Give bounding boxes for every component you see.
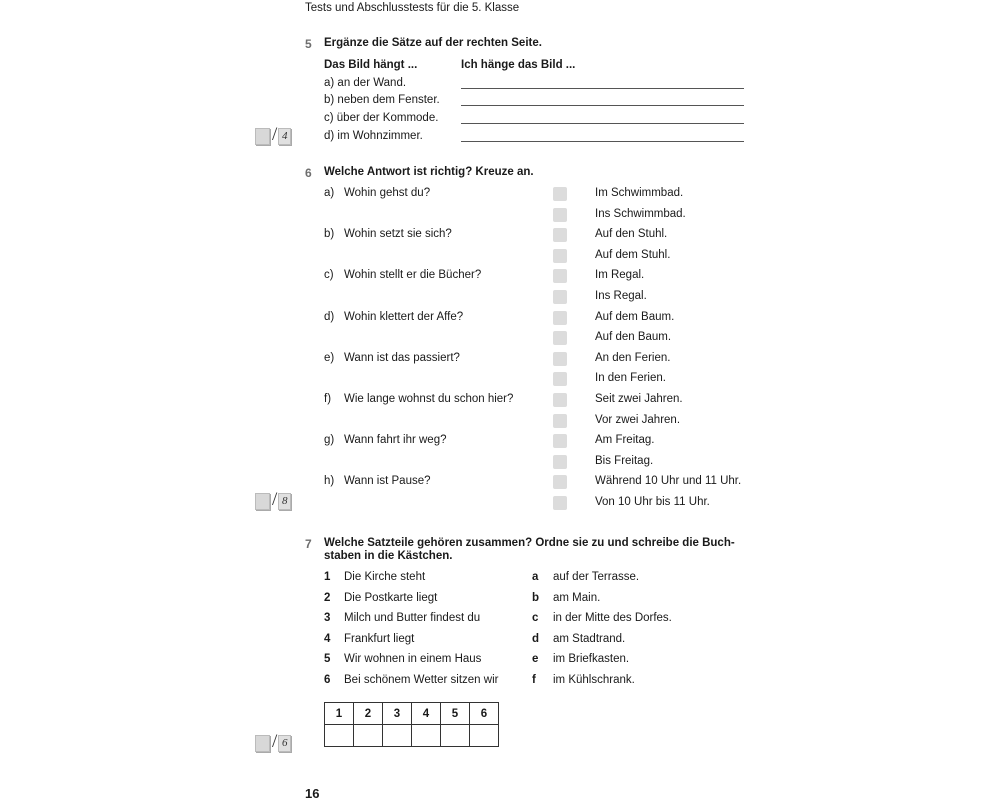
grid-answer-cell[interactable] (383, 725, 412, 747)
answer-option: Im Regal. (595, 269, 645, 282)
match-left-text: Die Postkarte liegt (344, 591, 438, 604)
answer-option: Von 10 Uhr bis 11 Uhr. (595, 496, 710, 508)
score-input-ex5[interactable] (255, 128, 270, 145)
exercise-7-title-line2: staben in die Kästchen. (324, 550, 453, 562)
exercise-5-item-a: a) an der Wand. (324, 77, 407, 89)
answer-option: Bis Freitag. (595, 454, 654, 467)
match-left-text: Wir wohnen in einem Haus (344, 653, 482, 666)
answer-option: Am Freitag. (595, 434, 655, 447)
question-letter: b) (324, 228, 335, 241)
answer-checkbox[interactable] (553, 331, 567, 345)
answer-option: Auf den Stuhl. (595, 228, 668, 241)
score-input-ex7[interactable] (255, 735, 270, 752)
answer-line-d[interactable] (461, 141, 744, 142)
answer-line-b[interactable] (461, 105, 744, 106)
match-right-text: am Stadtrand. (553, 632, 626, 645)
answer-option: Vor zwei Jahren. (595, 413, 681, 426)
question-text: Wann fahrt ihr weg? (344, 434, 447, 447)
answer-line-c[interactable] (461, 123, 744, 124)
exercise-5-title: Ergänze die Sätze auf der rechten Seite. (324, 37, 542, 49)
match-right-text: in der Mitte des Dorfes. (553, 612, 672, 625)
question-text: Wohin gehst du? (344, 187, 431, 199)
grid-answer-cell[interactable] (354, 725, 383, 747)
match-letter: c (532, 612, 539, 625)
exercise-6-number: 6 (305, 166, 312, 180)
exercise-5-item-c: c) über der Kommode. (324, 112, 439, 124)
exercise-5-item-b: b) neben dem Fenster. (324, 94, 440, 106)
match-right-text: im Briefkasten. (553, 653, 630, 666)
match-number: 6 (324, 674, 331, 686)
answer-checkbox[interactable] (553, 208, 567, 222)
question-letter: a) (324, 187, 335, 199)
score-input-ex6[interactable] (255, 493, 270, 510)
answer-option: In den Ferien. (595, 372, 666, 385)
answer-checkbox[interactable] (553, 496, 567, 510)
question-text: Wohin stellt er die Bücher? (344, 269, 482, 282)
exercise-5-col-left: Das Bild hängt ... (324, 59, 418, 71)
match-number: 3 (324, 612, 331, 625)
question-text: Wohin setzt sie sich? (344, 228, 452, 241)
score-box-ex7 (255, 730, 291, 752)
answer-grid (324, 702, 499, 747)
match-letter: a (532, 571, 539, 583)
answer-option: Auf dem Baum. (595, 310, 675, 323)
grid-answer-cell[interactable] (412, 725, 441, 747)
match-number: 4 (324, 632, 331, 645)
match-number: 2 (324, 591, 331, 604)
match-left-text: Frankfurt liegt (344, 632, 415, 645)
score-slash: / (272, 731, 278, 752)
question-letter: h) (324, 475, 335, 488)
question-letter: c) (324, 269, 334, 282)
match-left-text: Milch und Butter findest du (344, 612, 481, 625)
match-letter: d (532, 632, 540, 645)
match-left-text: Die Kirche steht (344, 571, 426, 583)
grid-header: 6 (470, 703, 499, 725)
answer-option: Im Schwimmbad. (595, 187, 684, 199)
question-text: Wann ist Pause? (344, 475, 431, 488)
score-slash: / (272, 124, 278, 145)
answer-checkbox[interactable] (553, 228, 567, 242)
grid-header: 3 (383, 703, 412, 725)
answer-checkbox[interactable] (553, 455, 567, 469)
question-letter: d) (324, 310, 335, 323)
answer-checkbox[interactable] (553, 475, 567, 489)
score-total-ex6: 8 (278, 493, 291, 510)
match-number: 5 (324, 653, 331, 666)
exercise-5-number: 5 (305, 37, 312, 51)
answer-option: Ins Regal. (595, 290, 647, 302)
answer-checkbox[interactable] (553, 372, 567, 386)
score-total-ex7: 6 (278, 735, 291, 752)
answer-option: Ins Schwimmbad. (595, 207, 686, 220)
question-letter: f) (324, 393, 332, 405)
grid-header: 1 (325, 703, 354, 725)
question-letter: g) (324, 434, 335, 447)
grid-answer-cell[interactable] (325, 725, 354, 747)
answer-checkbox[interactable] (553, 352, 567, 366)
answer-checkbox[interactable] (553, 290, 567, 304)
question-text: Wie lange wohnst du schon hier? (344, 393, 514, 405)
grid-answer-cell[interactable] (470, 725, 499, 747)
answer-option: Auf dem Stuhl. (595, 248, 671, 261)
answer-line-a[interactable] (461, 88, 744, 89)
match-right-text: im Kühlschrank. (553, 674, 635, 686)
match-right-text: am Main. (553, 591, 601, 604)
match-letter: b (532, 591, 540, 604)
answer-checkbox[interactable] (553, 414, 567, 428)
question-letter: e) (324, 351, 335, 364)
answer-checkbox[interactable] (553, 269, 567, 283)
match-letter: f (532, 674, 536, 686)
question-text: Wann ist das passiert? (344, 351, 460, 364)
match-left-text: Bei schönem Wetter sitzen wir (344, 674, 499, 686)
match-number: 1 (324, 571, 331, 583)
answer-option: Auf den Baum. (595, 331, 672, 344)
exercise-6-title: Welche Antwort ist richtig? Kreuze an. (324, 166, 534, 178)
grid-answer-cell[interactable] (441, 725, 470, 747)
answer-option: Seit zwei Jahren. (595, 393, 683, 405)
score-box-ex6 (255, 488, 291, 510)
grid-header: 5 (441, 703, 470, 725)
exercise-7-title-line1: Welche Satzteile gehören zusammen? Ordne sie zu und schreibe die Buch- (324, 537, 735, 549)
score-box-ex5 (255, 123, 291, 145)
answer-checkbox[interactable] (553, 434, 567, 448)
question-text: Wohin klettert der Affe? (344, 310, 464, 323)
answer-option: Während 10 Uhr und 11 Uhr. (595, 475, 742, 488)
exercise-5-col-right: Ich hänge das Bild ... (461, 59, 576, 71)
grid-header: 2 (354, 703, 383, 725)
exercise-5-item-d: d) im Wohnzimmer. (324, 130, 423, 142)
grid-header: 4 (412, 703, 441, 725)
score-slash: / (272, 489, 278, 510)
score-total-ex5: 4 (278, 128, 291, 145)
answer-option: An den Ferien. (595, 351, 671, 364)
answer-checkbox[interactable] (553, 187, 567, 201)
answer-checkbox[interactable] (553, 311, 567, 325)
answer-checkbox[interactable] (553, 393, 567, 407)
answer-checkbox[interactable] (553, 249, 567, 263)
exercise-7-number: 7 (305, 537, 312, 551)
match-letter: e (532, 653, 539, 666)
page-header: Tests und Abschlusstests für die 5. Klasse (305, 2, 520, 14)
match-right-text: auf der Terrasse. (553, 571, 640, 583)
page-number: 16 (305, 786, 320, 801)
